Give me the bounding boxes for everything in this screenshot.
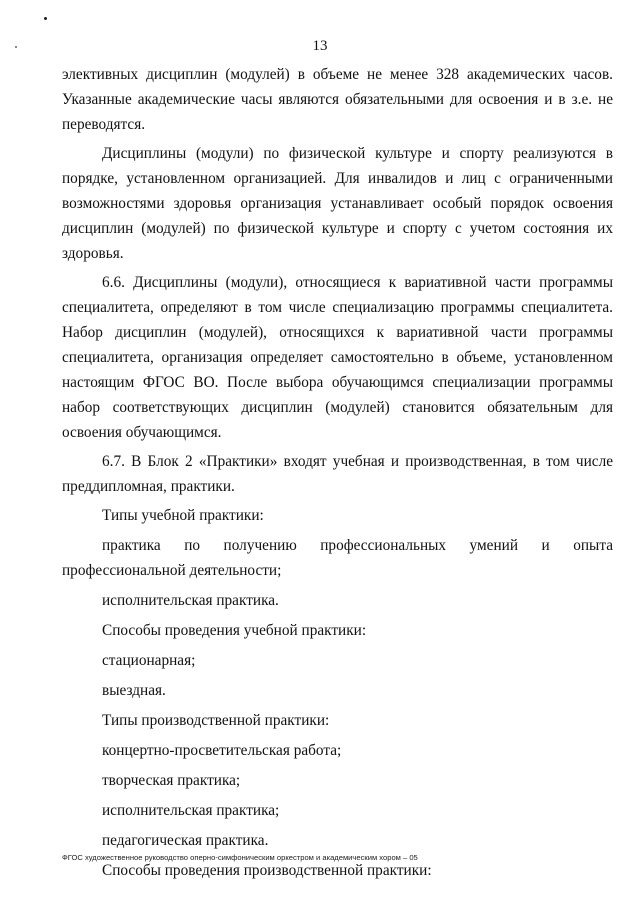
list-heading: Способы проведения учебной практики: (102, 622, 367, 639)
paragraph: Дисциплины (модули) по физической культуре и спорту реализуются в порядке, установленном организацией. Для инвалидов и лиц с ограниченными возможностями здоровья организация устанавливает особый порядок освоения дисциплин (модулей) по физической культуре и спорту с учетом состояния их здоровья. (62, 145, 613, 262)
paragraph: 6.7. В Блок 2 «Практики» входят учебная и производственная, в том числе преддипломная, практики. (62, 453, 613, 495)
page-number: 13 (312, 38, 328, 54)
list-heading: Типы производственной практики: (102, 712, 330, 729)
list-item: концертно-просветительская работа; (102, 742, 342, 759)
list-item: стационарная; (102, 652, 196, 669)
list-item: педагогическая практика. (102, 832, 269, 849)
scan-speck (44, 17, 47, 20)
list-heading: Способы проведения производственной практики: (102, 862, 432, 879)
document-body (62, 62, 613, 888)
list-item: практика по получению профессиональных умений и опыта профессиональной деятельности; (62, 537, 613, 579)
paragraph: элективных дисциплин (модулей) в объеме не менее 328 академических часов. Указанные академические часы являются обязательными для освоения и в з.е. не переводятся. (62, 66, 613, 133)
list-item: исполнительская практика. (102, 592, 279, 609)
paragraph: 6.6. Дисциплины (модули), относящиеся к вариативной части программы специалитета, определяют в том числе специализацию программы специалитета. Набор дисциплин (модулей), относящихся к вариативной части программы специалитета, организация определяет самостоятельно в объеме, установленном настоящим ФГОС ВО. После выбора обучающимся специализации программы набор соответствующих дисциплин (модулей) становится обязательным для освоения обучающимся. (62, 274, 613, 441)
page-footer: ФГОС художественное руководство оперно-симфоническим оркестром и академическим хором – 05 (62, 853, 418, 862)
list-heading: Типы учебной практики: (102, 507, 264, 524)
list-item: выездная. (102, 682, 166, 699)
list-item: творческая практика; (102, 772, 241, 789)
list-item: исполнительская практика; (102, 802, 280, 819)
